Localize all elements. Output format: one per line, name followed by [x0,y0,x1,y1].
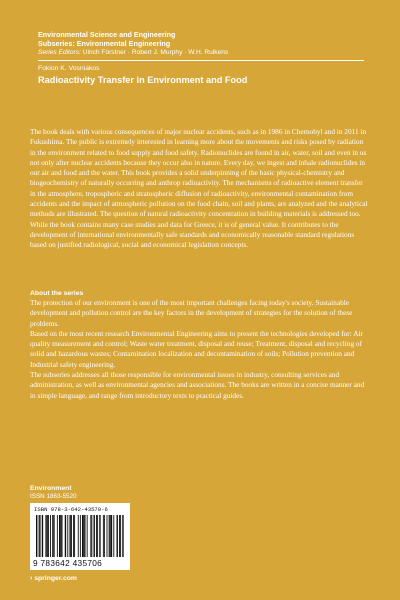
website-label: springer.com [34,575,77,582]
header-block [38,30,378,86]
header-divider [38,60,364,61]
publisher-website[interactable] [30,574,77,583]
issn: ISSN 1863-5520 [30,493,77,500]
barcode-icon [36,515,124,557]
about-paragraph: The protection of our environment is one of the most important challenges facing today's society. Sustainable development and pollution control are the key factors in the development of strategies for the solution of these problems. [30,298,353,328]
about-paragraph: Based on the most recent research Environmental Engineering aims to present the technologies developed for: Air quality measurement and control; Waste water treatment, disposal and reuse; Treatment, disposal and recycling of solid and hazardous wastes; Contamination localization and decontamination of soils; Pollution prevention and Industrial safety engineering. [30,328,363,369]
author-name: Fokion K. Vosniakos [38,65,100,72]
barcode-number: 9 783642 435706 [33,558,103,568]
about-series-body [30,298,370,401]
about-paragraph: The subseries addresses all those responsible for environmental issues in industry, consulting services and administration, as well as environmental agencies and associations. The books are written in a concise manner and in simple language, and range from introductory texts to practical guides. [30,370,365,400]
book-title: Radioactivity Transfer in Environment and Food [38,75,248,85]
subseries-name: Subseries: Environmental Engineering [38,39,171,48]
series-editors-label: Series Editors: [38,49,81,56]
arrow-icon: › [30,575,33,582]
category-label: Environment [30,485,72,492]
series-editors [38,48,378,57]
book-description: The book deals with various consequences of major nuclear accidents, such as in 1986 in Chernobyl and in 2011 in Fukushima. The public is extremely interested in learning more about the movements and risks posed by radiation in the environment related to food supply and food safety. Radionuclides are found in air, water, soil and even in us not only after nuclear accidents because they occur also in nature. Every day, we ingest and inhale radionuclides in our air and food and the water. This book provides a solid underpinning of the basic physical-chemistry and biogeochemistry of naturally occurring and anthrop radioactivity. The mechanisms of radioactive element transfer in the atmosphere, tropospheric and stratospheric diffusion of radioactivity, environmental contamination from accidents and the impact of atmospheric pollution on the food chain, soil and plants, are analyzed and the analytical methods are illustrated. The question of natural radioactivity concentration in building materials is addressed too. While the book contains many case studies and data for Greece, it is of general value. It contributes to the development of international environmentally safe standards and economically reasonable standard regulations based on justified radiological, social and economical legislation concepts. [30,127,368,250]
series-name: Environmental Science and Engineering [38,30,176,39]
isbn-barcode [30,503,130,570]
isbn-text: ISBN 978-3-642-43570-6 [34,506,108,513]
about-series-heading: About the series [30,290,84,297]
series-editors-names: Ulrich Förstner · Robert J. Murphy · W.H. Rulkens [82,49,229,56]
